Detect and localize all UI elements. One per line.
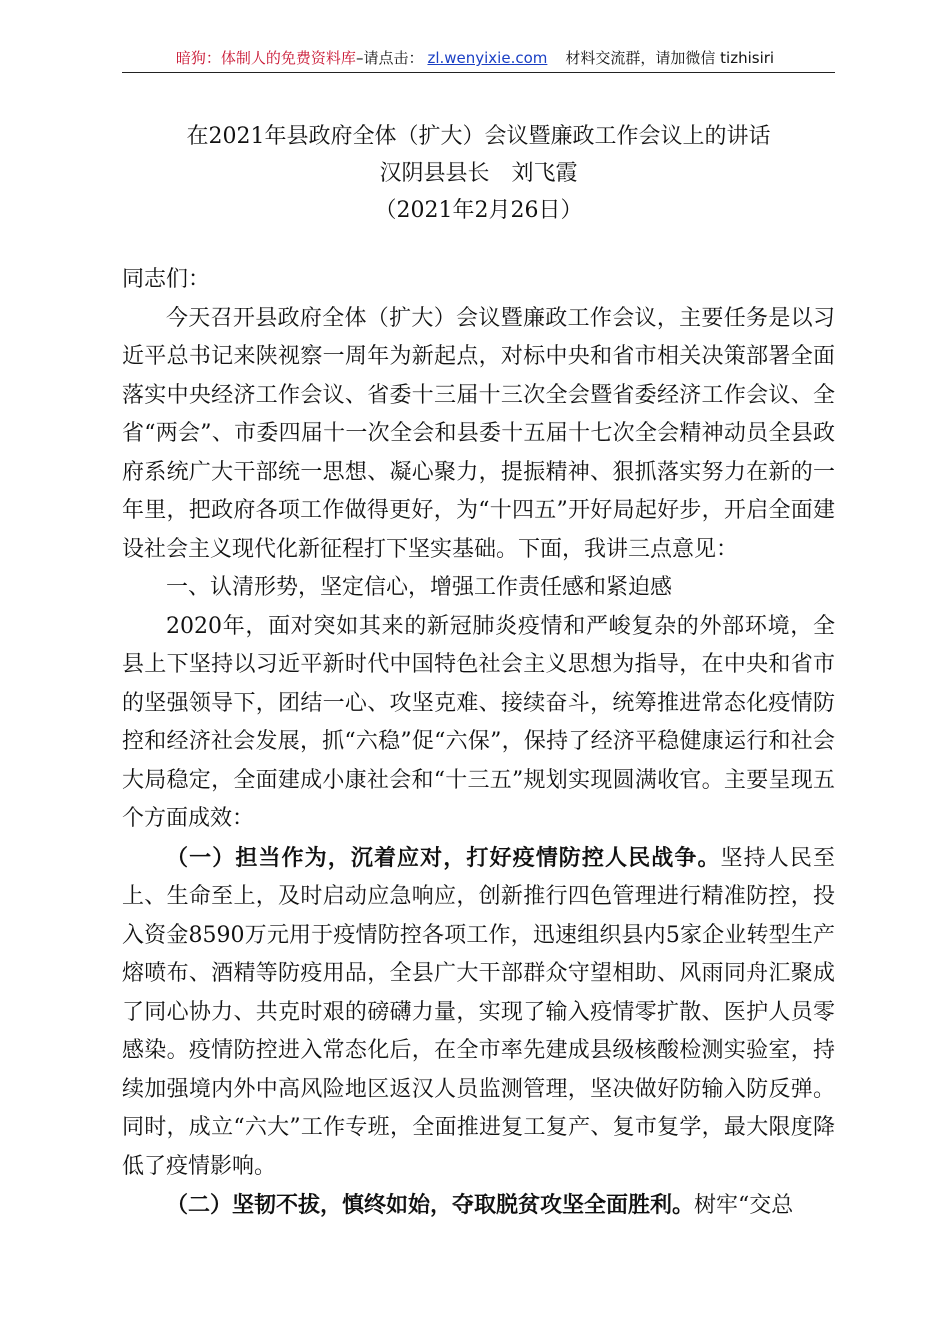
document-header (122, 46, 828, 70)
header-link[interactable]: zl.wenyixie.com (427, 49, 548, 67)
speech-title: 在2021年县政府全体（扩大）会议暨廉政工作会议上的讲话 (186, 124, 771, 149)
intro-paragraph: 今天召开县政府全体（扩大）会议暨廉政工作会议，主要任务是以习近平总书记来陕视察一周年为新起点，对标中央和省市相关决策部署全面落实中央经济工作会议、省委十三届十三次全会暨省委经济工作会议、全省“两会”、市委四届十一次全会和县委十五届十七次全会精神动员全县政府系统广大干部统一思想、凝心聚力，提振精神、狠抓落实努力在新的一年里，把政府各项工作做得更好，为“十四五”开好局起好步，开启全面建设社会主义现代化新征程打下坚实基础。下面，我讲三点意见： (122, 305, 835, 562)
title-block (122, 118, 835, 229)
header-brand: 暗狗：体制人的免费资料库 (175, 49, 356, 67)
speech-date: （2021年2月26日） (374, 198, 583, 223)
achievement-text-1: 坚持人民至上、生命至上，及时启动应急响应，创新推行四色管理进行精准防控，投入资金8590万元用于疫情防控各项工作，迅速组织县内5家企业转型生产熔喷布、酒精等防疫用品，全县广大干部群众守望相助、风雨同舟汇聚成了同心协力、共克时艰的磅礴力量，实现了输入疫情零扩散、医护人员零感染。疫情防控进入常态化后，在全市率先建成县级核酸检测实验室，持续加强境内外中高风险地区返汉人员监测管理，坚决做好防输入防反弹。同时，成立“六大”工作专班，全面推进复工复产、复市复学，最大限度降低了疫情影响。 (122, 845, 835, 1179)
speaker-line: 汉阴县县长 刘飞霞 (379, 161, 578, 186)
section-heading-1: 一、认清形势，坚定信心，增强工作责任感和紧迫感 (166, 575, 673, 600)
achievement-heading-2: （二）坚韧不拔，慎终如始，夺取脱贫攻坚全面胜利。 (166, 1192, 695, 1218)
achievement-text-2: 树牢“交总 (694, 1193, 794, 1218)
overview-paragraph: 2020年，面对突如其来的新冠肺炎疫情和严峻复杂的外部环境，全县上下坚持以习近平新时代中国特色社会主义思想为指导，在中央和省市的坚强领导下，团结一心、攻坚克难、接续奋斗，统筹推进常态化疫情防控和经济社会发展，抓“六稳”促“六保”，保持了经济平稳健康运行和社会大局稳定，全面建成小康社会和“十三五”规划实现圆满收官。主要呈现五个方面成效： (122, 613, 835, 831)
salutation: 同志们： (122, 267, 211, 292)
header-divider (122, 72, 835, 73)
header-click-prompt: –请点击： (355, 49, 424, 67)
achievement-paragraph-1 (122, 839, 835, 1187)
document-body (122, 261, 835, 1226)
header-contact: 材料交流群，请加微信 tizhisiri (565, 49, 775, 67)
achievement-heading-1: （一）担当作为，沉着应对，打好疫情防控人民战争。 (166, 844, 721, 871)
achievement-paragraph-2 (122, 1186, 835, 1226)
